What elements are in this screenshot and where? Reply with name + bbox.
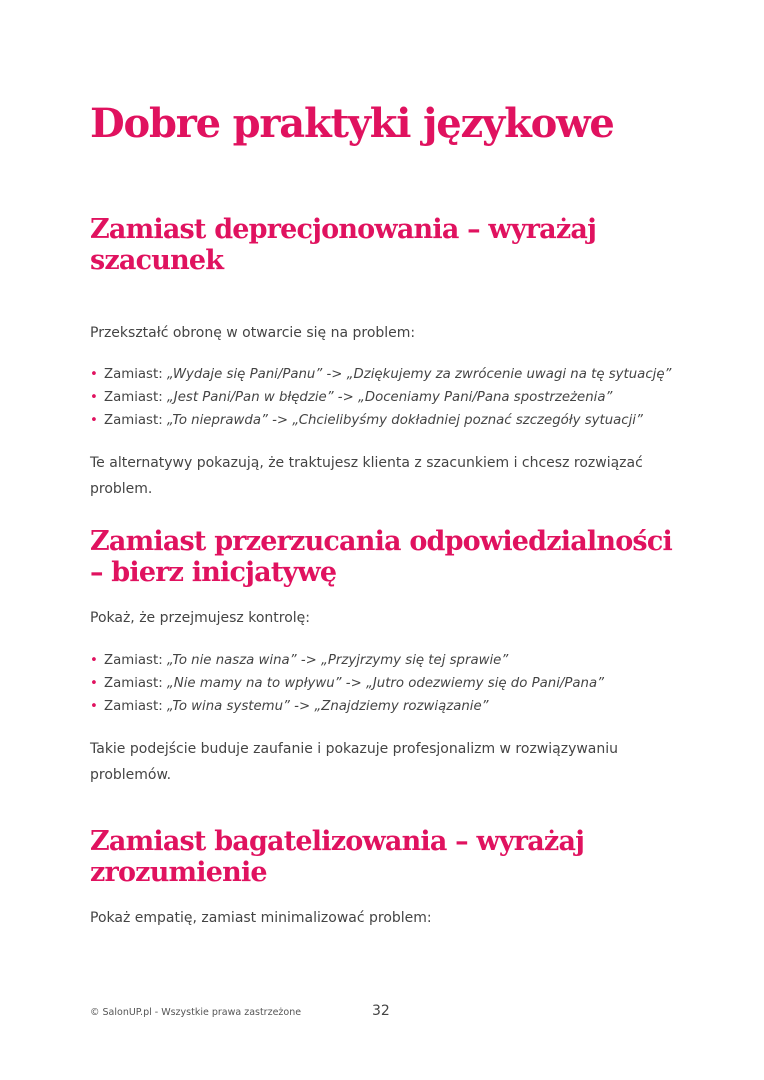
summary-line: Takie podejście buduje zaufanie i pokazuje profesjonalizm w rozwiązywaniu [90,741,619,757]
section-heading-line: Zamiast przerzucania odpowiedzialności [90,526,672,557]
bullet-icon: • [90,676,98,691]
section-summary [90,450,690,502]
section-summary [90,736,690,788]
list-item-quote: „To wina systemu” -> „Znajdziemy rozwiązanie” [166,699,489,714]
bullet-list [90,649,690,718]
section-heading-line: Zamiast deprecjonowania – wyrażaj [90,214,597,245]
bullet-icon: • [90,390,98,405]
list-item [90,386,690,409]
section-intro: Przekształć obronę w otwarcie się na problem: [90,325,416,341]
bullet-icon: • [90,413,98,428]
list-item-prefix: Zamiast: [104,676,167,691]
summary-line: Te alternatywy pokazują, że traktujesz klienta z szacunkiem i chcesz rozwiązać [90,455,643,471]
bullet-icon: • [90,699,98,714]
section-heading [90,826,690,888]
section-heading-line: Zamiast bagatelizowania – wyrażaj [90,826,585,857]
list-item-prefix: Zamiast: [104,413,167,428]
section-intro: Pokaż empatię, zamiast minimalizować problem: [90,910,432,926]
section-heading [90,214,690,276]
list-item-quote: „Jest Pani/Pan w błędzie” -> „Doceniamy Pani/Pana spostrzeżenia” [166,390,613,405]
section-heading [90,526,690,588]
bullet-icon: • [90,367,98,382]
list-item [90,363,690,386]
list-item [90,649,690,672]
list-item-prefix: Zamiast: [104,367,167,382]
bullet-icon: • [90,653,98,668]
footer-copyright: © SalonUP.pl - Wszystkie prawa zastrzeżone [90,1007,302,1018]
page-title: Dobre praktyki językowe [90,100,614,147]
section-respect [90,214,690,502]
list-item-prefix: Zamiast: [104,699,167,714]
list-item-quote: „To nie nasza wina” -> „Przyjrzymy się tej sprawie” [166,653,509,668]
summary-line: problem. [90,481,153,497]
list-item-quote: „Nie mamy na to wpływu” -> „Jutro odezwiemy się do Pani/Pana” [166,676,605,691]
section-initiative [90,526,690,788]
list-item [90,409,690,432]
summary-line: problemów. [90,767,172,783]
section-understanding [90,826,690,929]
list-item-quote: „To nieprawda” -> „Chcielibyśmy dokładniej poznać szczegóły sytuacji” [166,413,643,428]
bullet-list [90,363,690,432]
page-number: 32 [372,1003,390,1019]
list-item-quote: „Wydaje się Pani/Panu” -> „Dziękujemy za zwrócenie uwagi na tę sytuację” [166,367,672,382]
list-item-prefix: Zamiast: [104,653,167,668]
section-heading-line: szacunek [90,245,224,276]
section-heading-line: zrozumienie [90,857,267,888]
list-item [90,695,690,718]
list-item [90,672,690,695]
section-intro: Pokaż, że przejmujesz kontrolę: [90,610,310,626]
list-item-prefix: Zamiast: [104,390,167,405]
section-heading-line: – bierz inicjatywę [90,557,337,588]
